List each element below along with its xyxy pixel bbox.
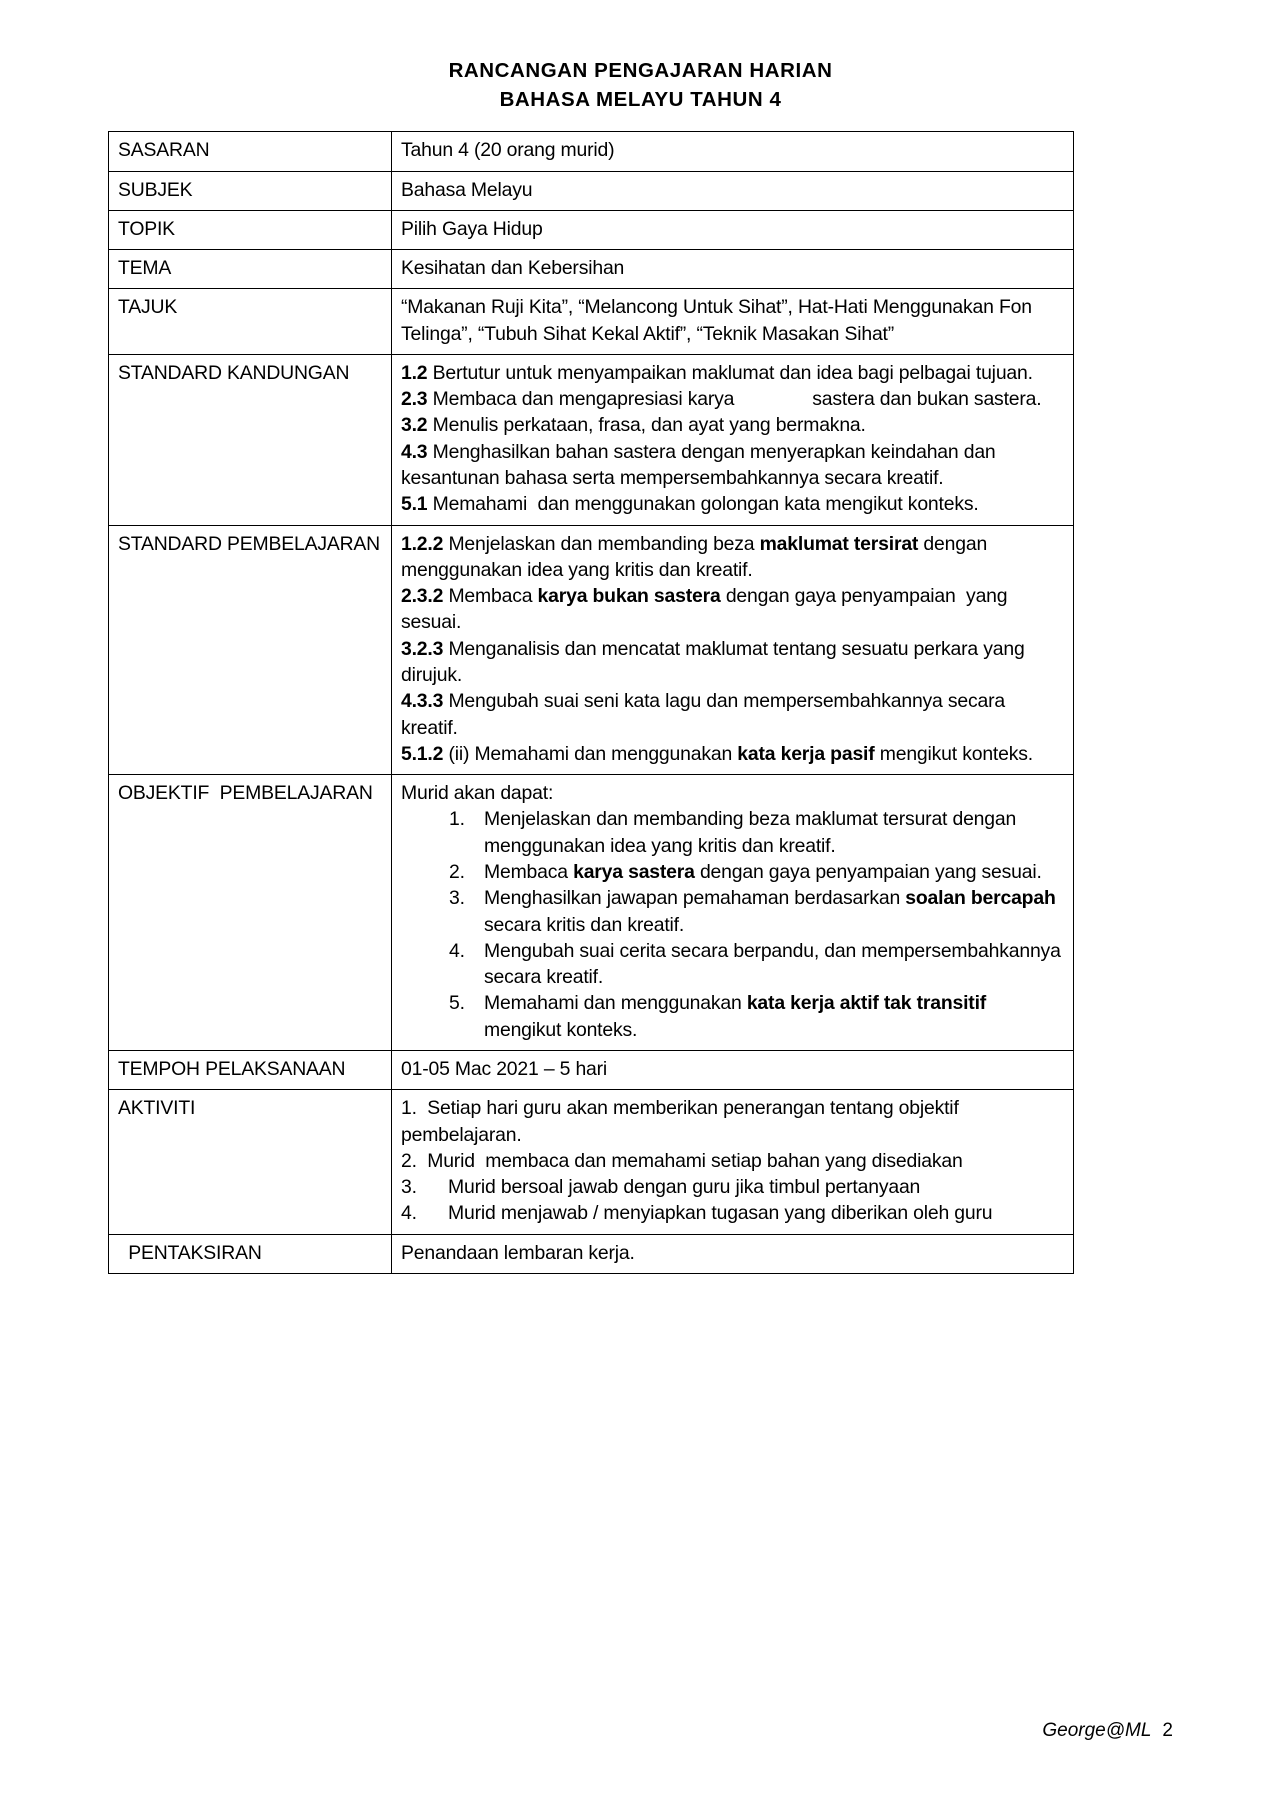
lesson-plan-table [108, 131, 1074, 1274]
footer-author: George@ML [1042, 1720, 1152, 1741]
row-value-objektif-pembelajaran [392, 775, 1074, 1051]
row-label-objektif-pembelajaran: OBJEKTIF PEMBELAJARAN [109, 775, 392, 1051]
sp-post-5: mengikut konteks. [874, 742, 1033, 765]
sp-line-2 [401, 583, 1064, 636]
sk-text-3: Menulis perkataan, frasa, dan ayat yang bermakna. [427, 414, 866, 437]
sp-line-5 [401, 741, 1064, 767]
table-row-pentaksiran [109, 1234, 1074, 1273]
sk-line-5 [401, 491, 1064, 517]
row-label-standard-kandungan: STANDARD KANDUNGAN [109, 354, 392, 525]
sp-bold-1: maklumat tersirat [759, 532, 919, 555]
sp-pre-4: Mengubah suai seni kata lagu dan mempersembahkannya secara kreatif. [401, 690, 1011, 739]
row-label-tempoh-pelaksanaan: TEMPOH PELAKSANAAN [109, 1050, 392, 1089]
row-value-topik: Pilih Gaya Hidup [392, 210, 1074, 249]
list-item [470, 990, 1064, 1043]
table-row-subjek [109, 171, 1074, 210]
row-value-tema: Kesihatan dan Kebersihan [392, 250, 1074, 289]
obj-bold-2: karya sastera [573, 860, 695, 883]
row-label-pentaksiran: PENTAKSIRAN [109, 1234, 392, 1273]
row-label-sasaran: SASARAN [109, 132, 392, 171]
obj-post-5: mengikut konteks. [484, 1018, 638, 1041]
title-line-2: BAHASA MELAYU TAHUN 4 [499, 88, 782, 112]
sp-num-3: 3.2.3 [401, 637, 444, 660]
list-item [470, 938, 1064, 991]
sk-num-2: 2.3 [401, 388, 428, 411]
sk-text-4: Menghasilkan bahan sastera dengan menyerapkan keindahan dan kesantunan bahasa serta mempersembahkannya secara kreatif. [401, 440, 1001, 490]
table-row-objektif-pembelajaran [109, 775, 1074, 1051]
table-row-tema [109, 250, 1074, 289]
obj-bold-3: soalan bercapah [905, 887, 1056, 910]
sk-line-2 [401, 386, 1064, 412]
row-value-aktiviti [392, 1090, 1074, 1234]
table-row-sasaran [109, 132, 1074, 171]
list-item [470, 806, 1064, 859]
sp-line-3 [401, 636, 1064, 689]
row-value-standard-pembelajaran [392, 525, 1074, 775]
row-label-topik: TOPIK [109, 210, 392, 249]
table-row-tempoh-pelaksanaan [109, 1050, 1074, 1089]
sk-line-1 [401, 360, 1064, 386]
sk-text-5: Memahami dan menggunakan golongan kata mengikut konteks. [427, 493, 979, 516]
sk-num-3: 3.2 [401, 414, 428, 437]
row-value-tajuk: “Makanan Ruji Kita”, “Melancong Untuk Sihat”, Hat-Hati Menggunakan Fon Telinga”, “Tubuh Sihat Kekal Aktif”, “Teknik Masakan Sihat” [392, 289, 1074, 355]
aktiviti-line-4: 4. Murid menjawab / menyiapkan tugasan yang diberikan oleh guru [401, 1202, 993, 1225]
table-row-topik [109, 210, 1074, 249]
row-value-pentaksiran: Penandaan lembaran kerja. [392, 1234, 1074, 1273]
sk-line-3 [401, 412, 1064, 438]
obj-bold-5: kata kerja aktif tak transitif [746, 992, 987, 1015]
obj-pre-1: Menjelaskan dan membanding beza maklumat tersurat dengan menggunakan idea yang kritis dan kreatif. [484, 808, 1017, 857]
page-title [108, 56, 1173, 114]
table-row-standard-kandungan [109, 354, 1074, 525]
obj-pre-4: Mengubah suai cerita secara berpandu, dan mempersembahkannya secara kreatif. [484, 939, 1061, 989]
row-label-tema: TEMA [109, 250, 392, 289]
sp-pre-5: (ii) Memahami dan menggunakan [443, 742, 738, 765]
objektif-list [401, 806, 1064, 1043]
aktiviti-line-3: 3. Murid bersoal jawab dengan guru jika timbul pertanyaan [401, 1176, 921, 1199]
sp-post-1: dengan menggunakan idea yang kritis dan kreatif. [401, 532, 993, 581]
page-footer [1042, 1720, 1173, 1742]
row-label-subjek: SUBJEK [109, 171, 392, 210]
sk-text-2: Membaca dan mengapresiasi karya [427, 388, 735, 411]
row-label-standard-pembelajaran: STANDARD PEMBELAJARAN [109, 525, 392, 775]
obj-pre-5: Memahami dan menggunakan [484, 992, 747, 1015]
sk-num-1: 1.2 [401, 361, 428, 384]
sk-num-5: 5.1 [401, 493, 428, 516]
sp-line-4 [401, 688, 1064, 741]
aktiviti-line-2: 2. Murid membaca dan memahami setiap bahan yang disediakan [401, 1149, 963, 1172]
aktiviti-line-1: 1. Setiap hari guru akan memberikan penerangan tentang objektif pembelajaran. [401, 1097, 964, 1146]
sp-pre-3: Menganalisis dan mencatat maklumat tentang sesuatu perkara yang dirujuk. [401, 637, 1030, 686]
row-value-standard-kandungan [392, 354, 1074, 525]
sp-pre-2: Membaca [443, 585, 538, 608]
sp-bold-5: kata kerja pasif [737, 742, 875, 765]
sp-post-2: dengan gaya penyampaian yang sesuai. [401, 585, 1013, 634]
table-row-standard-pembelajaran [109, 525, 1074, 775]
sk-text-2b: sastera dan bukan sastera. [812, 388, 1042, 411]
list-item [470, 859, 1064, 885]
row-value-tempoh-pelaksanaan: 01-05 Mac 2021 – 5 hari [392, 1050, 1074, 1089]
obj-pre-3: Menghasilkan jawapan pemahaman berdasarkan [484, 887, 906, 910]
sp-bold-2: karya bukan sastera [537, 585, 721, 608]
sp-num-2: 2.3.2 [401, 585, 444, 608]
objektif-lead: Murid akan dapat: [401, 782, 554, 805]
obj-pre-2: Membaca [484, 860, 574, 883]
row-label-aktiviti: AKTIVITI [109, 1090, 392, 1234]
row-value-subjek: Bahasa Melayu [392, 171, 1074, 210]
footer-page-number: 2 [1162, 1720, 1173, 1741]
sp-num-4: 4.3.3 [401, 690, 444, 713]
list-item [470, 885, 1064, 938]
title-line-1: RANCANGAN PENGAJARAN HARIAN [448, 59, 833, 82]
table-row-tajuk [109, 289, 1074, 355]
table-row-aktiviti [109, 1090, 1074, 1234]
sk-text-1: Bertutur untuk menyampaikan maklumat dan idea bagi pelbagai tujuan. [427, 361, 1033, 384]
obj-post-3: secara kritis dan kreatif. [484, 913, 685, 936]
sp-line-1 [401, 531, 1064, 584]
sk-line-4 [401, 439, 1064, 492]
sk-num-4: 4.3 [401, 440, 428, 463]
sp-num-5: 5.1.2 [401, 742, 444, 765]
obj-post-2: dengan gaya penyampaian yang sesuai. [694, 860, 1042, 883]
row-value-sasaran: Tahun 4 (20 orang murid) [392, 132, 1074, 171]
row-label-tajuk: TAJUK [109, 289, 392, 355]
sp-pre-1: Menjelaskan dan membanding beza [443, 532, 760, 555]
sp-num-1: 1.2.2 [401, 532, 444, 555]
